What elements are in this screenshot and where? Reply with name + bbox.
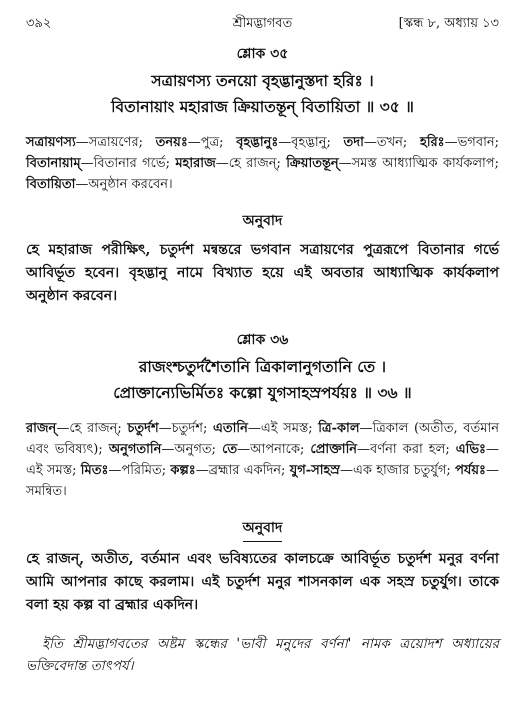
- verse-35-translation-heading: অনুবাদ: [242, 213, 283, 229]
- verse-35-line-1: সত্রায়ণস্য তনয়ো বৃহদ্ভানুস্তদা হরিঃ ।: [151, 71, 374, 90]
- synonym-term: অনুগতানি: [108, 442, 162, 457]
- synonym-meaning: —হে রাজন্;: [56, 421, 128, 436]
- verse-35-translation: হে মহারাজ পরীক্ষিৎ, চতুর্দশ মন্বন্তরে ভগবান সত্রায়ণের পুত্ররূপে বিতানার গর্ভে আবির্ভূত হবেন। বৃহদ্ভানু নামে বিখ্যাত হয়ে এই অবতার আধ্যাত্মিক কার্যকলাপ অনুষ্ঠান করবেন।: [26, 242, 499, 304]
- synonym-term: কল্পঃ: [170, 463, 196, 478]
- synonym-meaning: —অনুগত;: [161, 442, 223, 457]
- verse-36-line-2: প্রোক্তান্যেভির্মিতঃ কল্পো যুগসাহস্রপর্যয়ঃ ॥ ৩৬ ॥: [113, 383, 412, 402]
- synonym-meaning: —সমস্ত আধ্যাত্মিক কার্যকলাপ;: [338, 156, 499, 171]
- synonym-meaning: —হে রাজন্;: [215, 156, 287, 171]
- synonym-term: সত্রায়ণস্য: [26, 135, 76, 150]
- verse-35-line-2: বিতানায়াং মহারাজ ক্রিয়াতন্তূন্ বিতায়িতা ॥ ৩৫ ॥: [111, 97, 414, 116]
- verse-36-translation: হে রাজন্, অতীত, বর্তমান এবং ভবিষ্যতের কালচক্রে আবির্ভূত চতুর্দশ মনুর বর্ণনা আমি আপনার কাছে করলাম। এই চতুর্দশ মনুর শাসনকাল এক সহস্র চতুর্যুগ। তাকে বলা হয় কল্প বা ব্রহ্মার একদিন।: [26, 551, 499, 613]
- verse-36-synonyms: [26, 418, 499, 502]
- chapter-reference: [স্কন্ধ ৮, অধ্যায় ১৩: [398, 16, 499, 31]
- page-number: ৩৯২: [26, 16, 52, 31]
- synonym-meaning: —অনুষ্ঠান করবেন।: [75, 177, 173, 192]
- page-header: [26, 0, 499, 40]
- verse-36-translation-heading-wrap: [26, 516, 499, 542]
- synonym-meaning: —এই সমস্ত;: [247, 421, 319, 436]
- synonym-meaning: —ভগবান;: [444, 135, 499, 150]
- verse-35-heading: শ্লোক ৩৫: [236, 46, 289, 62]
- synonym-term: রাজন্: [26, 421, 57, 436]
- synonym-meaning: —এক হাজার চতুর্যুগ;: [339, 463, 456, 478]
- synonym-term: এভিঃ: [455, 442, 486, 457]
- verse-35-synonyms: [26, 132, 499, 195]
- synonym-term: বৃহদ্ভানুঃ: [236, 135, 279, 150]
- verse-35-sanskrit: [26, 68, 499, 120]
- verse-36-sanskrit: [26, 354, 499, 406]
- synonym-term: মিতঃ: [80, 463, 109, 478]
- synonym-meaning: —সমন্বিত।: [26, 463, 499, 499]
- synonym-meaning: —বিতানার গর্ভে;: [80, 156, 176, 171]
- synonym-term: তনয়ঃ: [155, 135, 188, 150]
- synonym-term: বিতায়িতা: [26, 177, 76, 192]
- synonym-meaning: —বর্ণনা করা হল;: [357, 442, 456, 457]
- synonym-meaning: —চতুর্দশ;: [158, 421, 213, 436]
- synonym-meaning: —সত্রায়ণের;: [75, 135, 156, 150]
- synonym-term: পর্যয়ঃ: [455, 463, 486, 478]
- synonym-meaning: —ব্রহ্মার একদিন;: [195, 463, 290, 478]
- synonym-term: যুগ-সাহস্র: [289, 463, 340, 478]
- synonym-term: এতানি: [212, 421, 248, 436]
- synonym-meaning: —এই সমস্ত;: [26, 442, 499, 478]
- verse-36-line-1: রাজংশ্চতুর্দশৈতানি ত্রিকালানুগতানি তে ।: [138, 357, 387, 376]
- synonym-term: হরিঃ: [419, 135, 445, 150]
- synonym-term: ত্রি-কাল: [318, 421, 360, 436]
- synonym-term: প্রোক্তানি: [310, 442, 358, 457]
- verse-36-heading: শ্লোক ৩৬: [236, 332, 289, 348]
- synonym-meaning: —তখন;: [363, 135, 420, 150]
- book-title: শ্রীমদ্ভাগবত: [232, 16, 293, 31]
- synonym-meaning: —ত্রিকাল (অতীত, বর্তমান এবং ভবিষ্যৎ);: [26, 421, 500, 457]
- synonym-term: তদা: [343, 135, 364, 150]
- synonym-term: তে: [222, 442, 238, 457]
- synonym-meaning: —পুত্র;: [187, 135, 237, 150]
- synonym-term: বিতানায়াম্: [26, 156, 81, 171]
- synonym-term: মহারাজ: [175, 156, 216, 171]
- synonym-meaning: —বৃহদ্ভানু;: [278, 135, 344, 150]
- synonym-meaning: —আপনাকে;: [237, 442, 311, 457]
- synonym-term: ক্রিয়াতন্তূন্: [286, 156, 339, 171]
- synonym-meaning: —পরিমিত;: [108, 463, 171, 478]
- chapter-colophon: ইতি শ্রীমদ্ভাগবতের অষ্টম স্কন্ধের 'ভাবী মনুদের বর্ণনা' নামক ত্রয়োদশ অধ্যায়ের ভক্তিবেদান্ত তাৎপর্য।: [26, 636, 499, 674]
- synonym-term: চতুর্দশ: [127, 421, 159, 436]
- verse-36-translation-heading: অনুবাদ: [243, 516, 283, 542]
